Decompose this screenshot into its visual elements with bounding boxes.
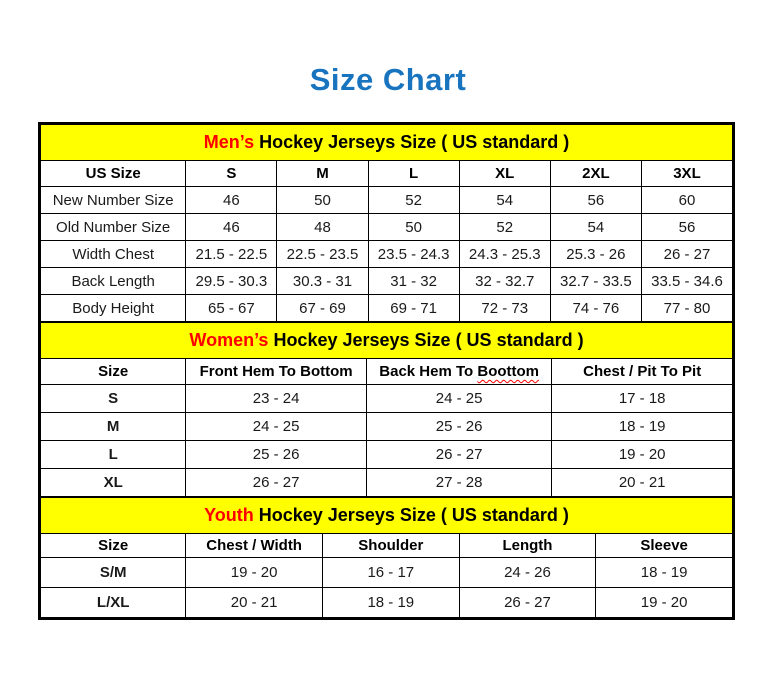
table-cell: 30.3 - 31 [277, 268, 368, 295]
table-cell: 19 - 20 [552, 441, 733, 469]
table-cell: 26 - 27 [186, 469, 367, 497]
table-cell: 50 [368, 214, 459, 241]
table-row [41, 441, 733, 469]
table-cell: 24 - 25 [366, 385, 551, 413]
youth-heading-accent: Youth [204, 505, 254, 525]
row-label: L/XL [41, 588, 186, 618]
row-label: Body Height [41, 295, 186, 322]
row-label: M [41, 413, 186, 441]
row-label: Back Length [41, 268, 186, 295]
womens-heading-accent: Women’s [189, 330, 269, 350]
column-header: Size [41, 359, 186, 385]
table-cell: 32.7 - 33.5 [550, 268, 641, 295]
table-row [41, 588, 733, 618]
table-row [41, 469, 733, 497]
mens-header-row [41, 161, 733, 187]
table-cell: 56 [641, 214, 732, 241]
table-cell: 54 [550, 214, 641, 241]
table-cell: 52 [368, 187, 459, 214]
column-header: 3XL [641, 161, 732, 187]
table-cell: 19 - 20 [596, 588, 733, 618]
row-label: L [41, 441, 186, 469]
mens-heading-accent: Men’s [203, 132, 255, 152]
youth-heading-rest: Hockey Jerseys Size ( US standard ) [253, 505, 569, 525]
table-cell: 19 - 20 [186, 558, 323, 588]
table-row [41, 187, 733, 214]
table-cell: 24 - 26 [459, 558, 596, 588]
womens-section-header [41, 323, 733, 359]
table-cell: 50 [277, 187, 368, 214]
table-cell: 24 - 25 [186, 413, 367, 441]
row-label: Old Number Size [41, 214, 186, 241]
table-cell: 23.5 - 24.3 [368, 241, 459, 268]
mens-size-table [40, 124, 733, 322]
table-cell: 21.5 - 22.5 [186, 241, 277, 268]
table-cell: 67 - 69 [277, 295, 368, 322]
table-row [41, 558, 733, 588]
column-header: Front Hem To Bottom [186, 359, 367, 385]
table-cell: 27 - 28 [366, 469, 551, 497]
table-cell: 60 [641, 187, 732, 214]
column-header: Size [41, 534, 186, 558]
row-label: New Number Size [41, 187, 186, 214]
table-row [41, 214, 733, 241]
table-cell: 25.3 - 26 [550, 241, 641, 268]
table-cell: 46 [186, 187, 277, 214]
table-cell: 18 - 19 [552, 413, 733, 441]
table-cell: 20 - 21 [186, 588, 323, 618]
table-cell: 32 - 32.7 [459, 268, 550, 295]
column-header: M [277, 161, 368, 187]
column-header: Shoulder [322, 534, 459, 558]
column-header: XL [459, 161, 550, 187]
womens-header-row [41, 359, 733, 385]
table-cell: 26 - 27 [641, 241, 732, 268]
row-label: S [41, 385, 186, 413]
row-label: Width Chest [41, 241, 186, 268]
column-header: Chest / Pit To Pit [552, 359, 733, 385]
table-cell: 69 - 71 [368, 295, 459, 322]
table-row [41, 268, 733, 295]
table-cell: 77 - 80 [641, 295, 732, 322]
row-label: S/M [41, 558, 186, 588]
column-header: 2XL [550, 161, 641, 187]
table-cell: 56 [550, 187, 641, 214]
column-header: Sleeve [596, 534, 733, 558]
mens-heading-rest: Hockey Jerseys Size ( US standard ) [254, 132, 570, 152]
table-cell: 31 - 32 [368, 268, 459, 295]
table-cell: 74 - 76 [550, 295, 641, 322]
column-header: US Size [41, 161, 186, 187]
table-cell: 25 - 26 [186, 441, 367, 469]
table-cell: 29.5 - 30.3 [186, 268, 277, 295]
youth-size-table [40, 497, 733, 618]
table-cell: 65 - 67 [186, 295, 277, 322]
table-cell: 52 [459, 214, 550, 241]
table-cell: 26 - 27 [366, 441, 551, 469]
mens-section-header [41, 125, 733, 161]
table-cell: 48 [277, 214, 368, 241]
table-cell: 22.5 - 23.5 [277, 241, 368, 268]
table-cell: 72 - 73 [459, 295, 550, 322]
size-chart-container [38, 122, 735, 620]
table-cell: 25 - 26 [366, 413, 551, 441]
womens-size-table [40, 322, 733, 497]
page-title: Size Chart [309, 62, 467, 97]
column-header: S [186, 161, 277, 187]
row-label: XL [41, 469, 186, 497]
youth-section-heading [41, 498, 733, 534]
womens-heading-rest: Hockey Jerseys Size ( US standard ) [268, 330, 584, 350]
column-header: Back Hem To Boottom [366, 359, 551, 385]
table-row [41, 385, 733, 413]
table-cell: 18 - 19 [596, 558, 733, 588]
column-header: L [368, 161, 459, 187]
mens-section-heading [41, 125, 733, 161]
table-cell: 26 - 27 [459, 588, 596, 618]
table-row [41, 413, 733, 441]
misspelled-word: Boottom [477, 363, 540, 380]
table-cell: 23 - 24 [186, 385, 367, 413]
table-row [41, 241, 733, 268]
column-header: Length [459, 534, 596, 558]
youth-section-header [41, 498, 733, 534]
table-cell: 17 - 18 [552, 385, 733, 413]
table-cell: 16 - 17 [322, 558, 459, 588]
youth-header-row [41, 534, 733, 558]
table-cell: 33.5 - 34.6 [641, 268, 732, 295]
table-cell: 18 - 19 [322, 588, 459, 618]
table-cell: 24.3 - 25.3 [459, 241, 550, 268]
table-cell: 46 [186, 214, 277, 241]
table-cell: 54 [459, 187, 550, 214]
column-header: Chest / Width [186, 534, 323, 558]
table-row [41, 295, 733, 322]
table-cell: 20 - 21 [552, 469, 733, 497]
womens-section-heading [41, 323, 733, 359]
